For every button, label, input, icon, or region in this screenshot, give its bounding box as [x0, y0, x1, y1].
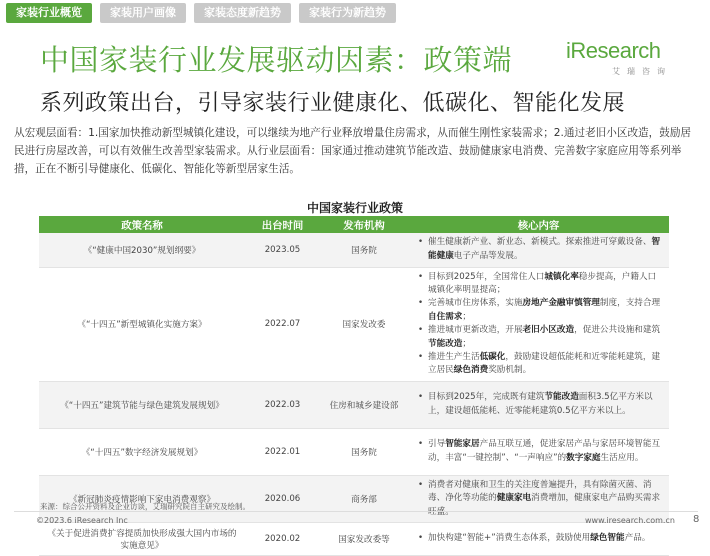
iresearch-logo — [566, 38, 676, 80]
highlight-text: 节能改造 — [544, 392, 579, 403]
content-list — [418, 391, 663, 418]
table-row — [39, 475, 669, 522]
highlight-text: 绿色智能 — [590, 533, 625, 544]
date-cell: 2022.07 — [245, 267, 320, 381]
policy-name-cell: 《新冠肺炎疫情影响下家电消费观察》 — [39, 475, 245, 522]
table-row — [39, 267, 669, 381]
page-subtitle: 系列政策出台，引导家装行业健康化、低碳化、智能化发展 — [40, 91, 626, 116]
table-row — [39, 522, 669, 555]
highlight-text: 智能健康 — [428, 237, 661, 261]
logo-wordmark: iResearch — [566, 38, 661, 63]
logo-subtitle: 艾瑞咨询 — [612, 67, 672, 76]
highlight-text: 数字家庭 — [566, 452, 601, 463]
content-text: 目标到2025年，完成既有建筑 — [428, 392, 545, 403]
date-cell: 2022.01 — [245, 428, 320, 475]
content-text: ，促进公共设施和建筑 — [574, 325, 661, 336]
content-text: 面积3.5亿平方米以上，建设超低能耗、近零能耗建筑0.5亿平方米以上。 — [428, 392, 653, 416]
policy-name-cell: 《关于促进消费扩容提质加快形成强大国内市场的实施意见》 — [39, 522, 245, 555]
highlight-text: 智能家居 — [445, 439, 480, 450]
content-point — [418, 532, 663, 545]
content-text: 稳步提高，户籍人口城镇化率明显提高； — [428, 271, 657, 295]
content-cell — [408, 381, 669, 428]
header-content: 核心内容 — [408, 216, 669, 233]
content-point — [418, 479, 663, 519]
copyright: ©2023.6 iResearch Inc — [36, 516, 128, 525]
org-cell: 商务部 — [320, 475, 408, 522]
highlight-text: 城镇化率 — [544, 271, 579, 282]
tab-behavior-trends[interactable]: 家装行为新趋势 — [299, 3, 396, 23]
content-list — [418, 271, 663, 378]
content-point — [418, 438, 663, 465]
org-cell: 国家发改委等 — [320, 522, 408, 555]
header-date: 出台时间 — [245, 216, 320, 233]
table-row — [39, 233, 669, 267]
policy-name-cell: 《“十四五”新型城镇化实施方案》 — [39, 267, 245, 381]
page-number: 8 — [693, 514, 700, 525]
tab-industry-overview[interactable]: 家装行业概览 — [6, 3, 92, 23]
content-point — [418, 297, 663, 324]
content-text: 制度，支持合理 — [599, 298, 661, 309]
content-list — [418, 236, 663, 263]
content-list — [418, 532, 663, 545]
date-cell: 2023.05 — [245, 233, 320, 267]
tab-user-profile[interactable]: 家装用户画像 — [100, 3, 186, 23]
content-cell — [408, 267, 669, 381]
policy-name-cell: 《“十四五”数字经济发展规划》 — [39, 428, 245, 475]
content-text: ； — [462, 311, 471, 322]
highlight-text: 节能改造 — [428, 338, 463, 349]
content-text: 电子产品等发展。 — [453, 250, 523, 261]
content-list — [418, 479, 663, 519]
content-text: 生活应用。 — [600, 452, 644, 463]
content-text: 产品。 — [624, 533, 651, 544]
org-cell: 国务院 — [320, 428, 408, 475]
policy-name-cell: 《“十四五”建筑节能与绿色建筑发展规划》 — [39, 381, 245, 428]
content-text: 推进生产生活 — [428, 351, 480, 362]
content-text: 完善城市住房体系，实施 — [428, 298, 523, 309]
content-text: 消费者对健康和卫生的关注度普遍提升，具有除菌灭菌、消毒、净化等功能的 — [428, 479, 652, 504]
content-point — [418, 351, 663, 378]
content-point — [418, 236, 663, 263]
content-text: 消费增加，健康家电产品购买需求 — [531, 493, 661, 504]
content-point — [418, 271, 663, 298]
table-row — [39, 381, 669, 428]
content-text: 目标到2025年，全国常住人口 — [428, 271, 545, 282]
footer-divider — [14, 511, 698, 512]
highlight-text: 自住需求 — [428, 311, 463, 322]
highlight-text: 房地产金融审慎管理 — [522, 298, 600, 309]
date-cell: 2022.03 — [245, 381, 320, 428]
website-link[interactable]: www.iresearch.com.cn — [585, 516, 675, 525]
header-org: 发布机构 — [320, 216, 408, 233]
tab-attitude-trends[interactable]: 家装态度新趋势 — [194, 3, 291, 23]
highlight-text: 低碳化 — [479, 351, 506, 362]
org-cell: 国家发改委 — [320, 267, 408, 381]
org-cell: 国务院 — [320, 233, 408, 267]
content-cell — [408, 428, 669, 475]
content-point — [418, 324, 663, 351]
date-cell: 2020.06 — [245, 475, 320, 522]
top-tabs — [6, 3, 396, 23]
date-cell: 2020.02 — [245, 522, 320, 555]
highlight-text: 健康家电 — [496, 493, 532, 504]
content-point — [418, 391, 663, 418]
page-title: 中国家装行业发展驱动因素：政策端 — [40, 43, 513, 77]
content-text: 加快构建“智能+”消费生态体系，鼓励使用 — [428, 533, 591, 544]
header-policy-name: 政策名称 — [39, 216, 245, 233]
table-title: 中国家装行业政策 — [306, 201, 403, 215]
content-cell — [408, 233, 669, 267]
content-list — [418, 438, 663, 465]
policy-name-cell: 《“健康中国2030”规划纲要》 — [39, 233, 245, 267]
content-text: 产品互联互通，促进家居产品与家居环境智能互动，丰富“一键控制”、“一声响应”的 — [428, 439, 661, 463]
org-cell: 住房和城乡建设部 — [320, 381, 408, 428]
intro-paragraph: 从宏观层面看：1.国家加快推动新型城镇化建设，可以继续为地产行业释放增量住房需求，从而催生刚性家装需求；2.通过老旧小区改造，鼓励居民进行房屋改善，可以有效催生改善型家装需求。从行业层面看：国家通过推动建筑节能改造、鼓励健康家电消费、完善数字家庭应用等系列举措，正在不断引导健康化、低碳化、智能化等新型居家生活。 — [14, 127, 692, 175]
highlight-text: 老旧小区改造 — [522, 325, 575, 336]
content-text: 奖励机制。 — [488, 365, 532, 376]
content-text: ； — [462, 338, 471, 349]
content-text: 催生健康新产业、新业态、新模式。探索推进可穿戴设备、 — [428, 237, 652, 248]
table-header-row — [39, 216, 669, 233]
table-row — [39, 428, 669, 475]
content-text: 引导 — [428, 439, 446, 450]
content-text: ，鼓励建设超低能耗和近零能耗建筑，建立居民 — [428, 351, 661, 376]
content-text: 推进城市更新改造，开展 — [428, 325, 523, 336]
content-cell — [408, 522, 669, 555]
source-note: 来源：综合公开资料及企业访谈，艾瑞研究院自主研究及绘制。 — [40, 502, 250, 511]
highlight-text: 绿色消费 — [453, 365, 489, 376]
